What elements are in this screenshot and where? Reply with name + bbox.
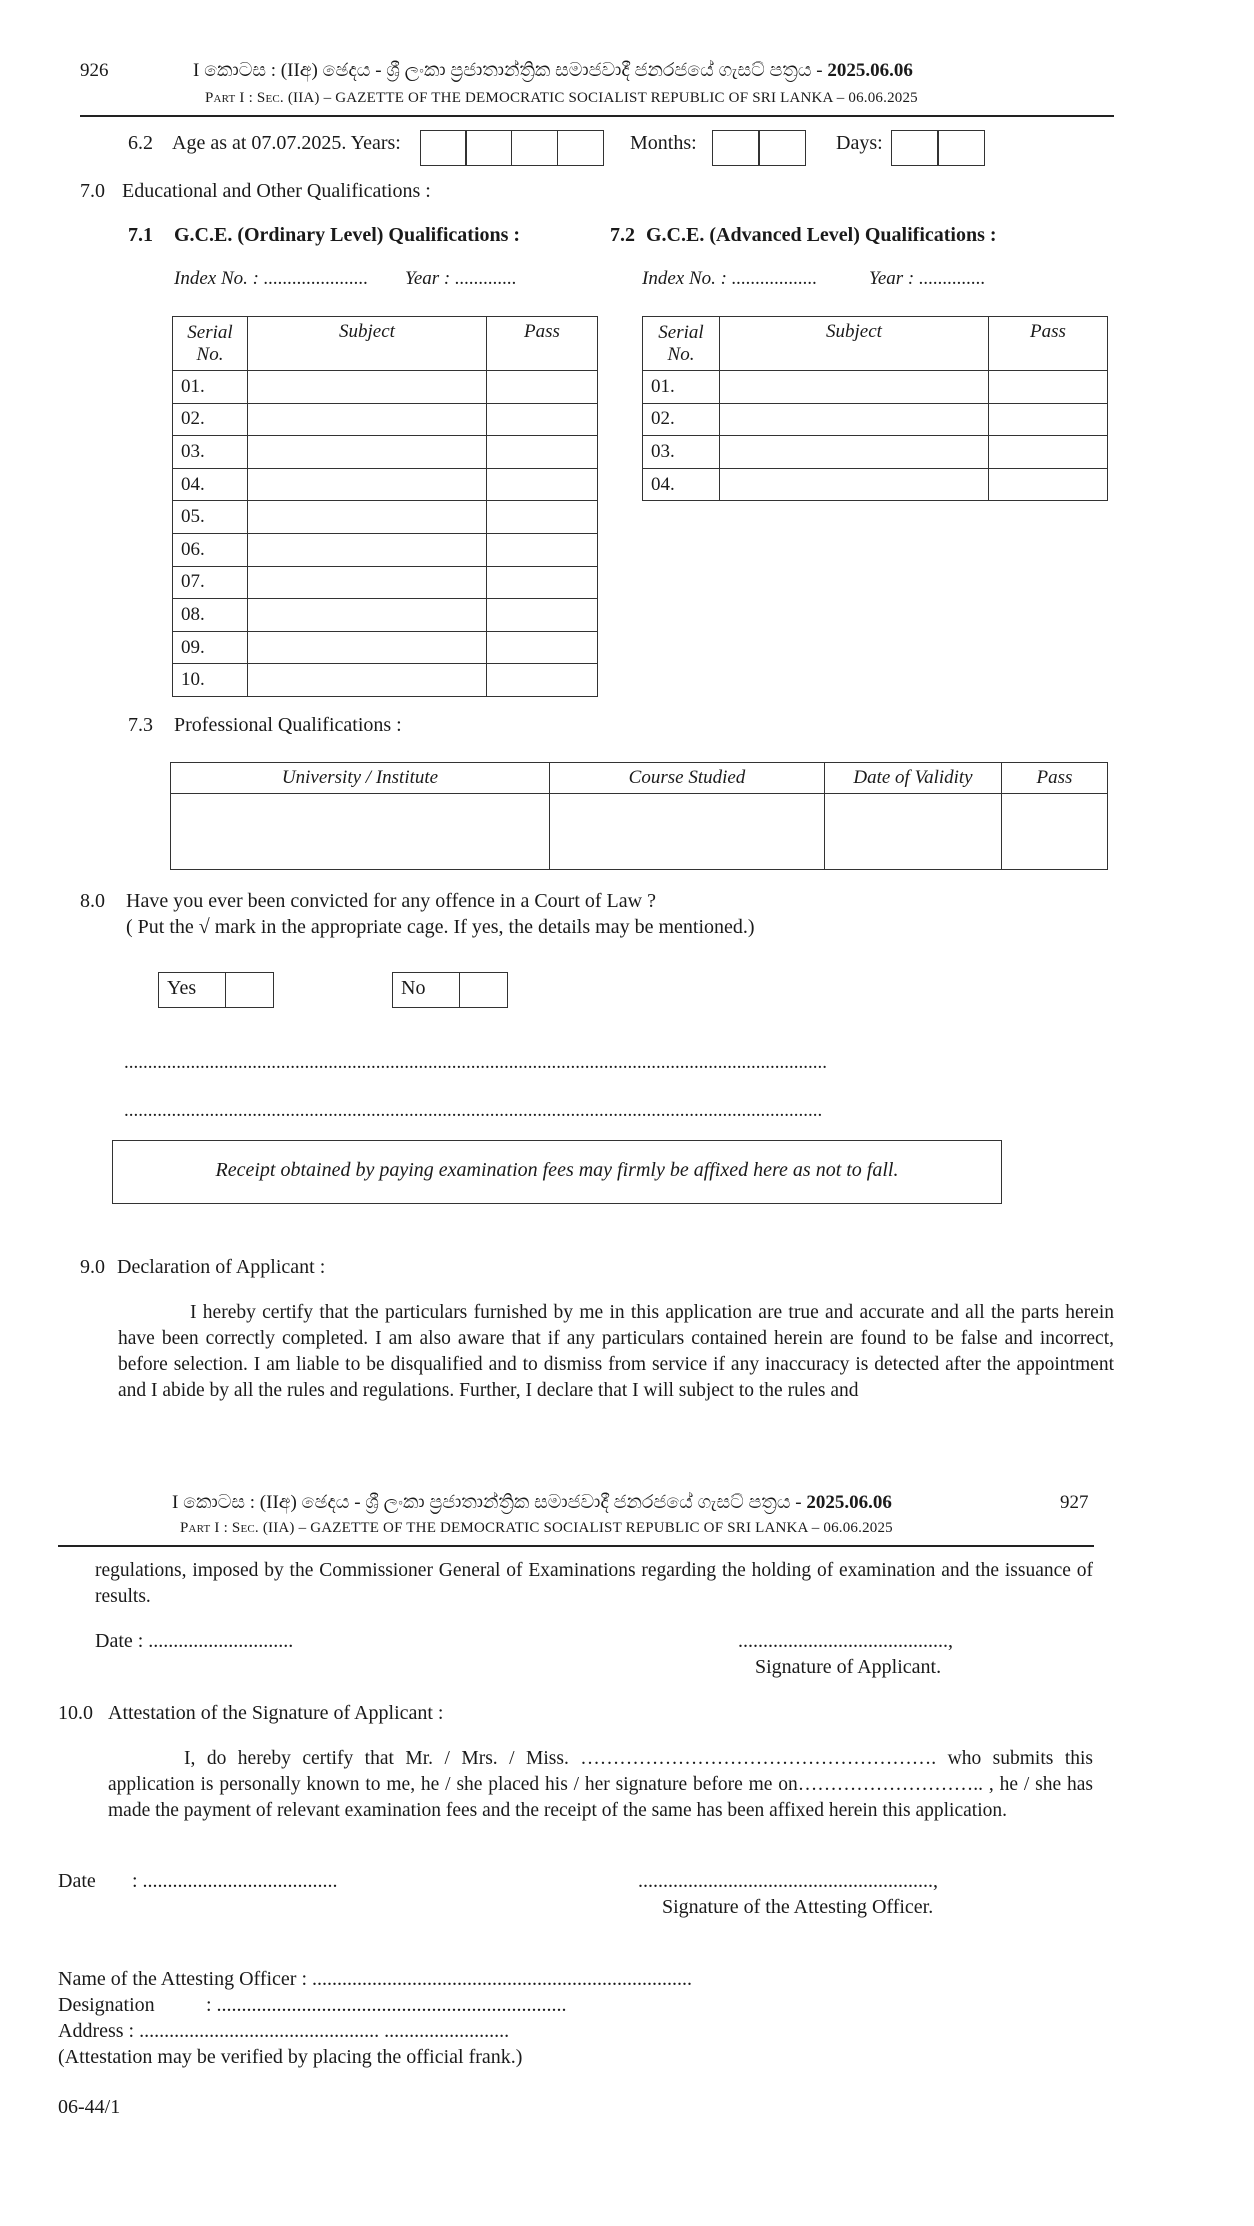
al-header-serial: Serial No. bbox=[643, 317, 720, 371]
prof-validity-cell[interactable] bbox=[825, 794, 1002, 870]
no-option[interactable] bbox=[392, 972, 508, 1008]
age-number: 6.2 bbox=[128, 132, 153, 154]
year-digit-box[interactable] bbox=[420, 130, 467, 166]
days-boxes[interactable] bbox=[892, 130, 985, 166]
page-number-2: 927 bbox=[1060, 1492, 1089, 1513]
attestation-date-line[interactable]: : ....................................... bbox=[132, 1870, 338, 1892]
ol-serial: 03. bbox=[173, 436, 248, 469]
ol-pass-cell[interactable] bbox=[487, 533, 598, 566]
month-digit-box[interactable] bbox=[712, 130, 760, 166]
al-pass-cell[interactable] bbox=[989, 468, 1108, 501]
ol-serial: 02. bbox=[173, 403, 248, 436]
details-line-2[interactable]: ................................................................................................................................................... bbox=[124, 1100, 823, 1121]
ol-serial: 05. bbox=[173, 501, 248, 534]
al-subject-cell[interactable] bbox=[720, 403, 989, 436]
applicant-signature-label: Signature of Applicant. bbox=[755, 1656, 942, 1678]
months-boxes[interactable] bbox=[713, 130, 806, 166]
subheader-part-2: Part I : bbox=[180, 1520, 228, 1536]
designation-label: Designation bbox=[58, 1994, 155, 2016]
declaration-date-line[interactable]: Date : ............................. bbox=[95, 1630, 294, 1652]
day-digit-box[interactable] bbox=[937, 130, 985, 166]
header-date-2: 2025.06.06 bbox=[806, 1492, 892, 1513]
al-results-table bbox=[642, 316, 1108, 501]
header-sinhala-2: I කොටස : (IIඅ) ඡෙදය - ශ්‍රී ලංකා ප්‍රජාතාන්ත්‍රික සමාජවාදී ජනරජයේ ගැසට් පත්‍රය - bbox=[172, 1492, 807, 1513]
receipt-box bbox=[112, 1140, 1002, 1204]
gazette-header-2 bbox=[172, 1492, 892, 1514]
ol-header-serial: Serial No. bbox=[173, 317, 248, 371]
month-digit-box[interactable] bbox=[758, 130, 806, 166]
al-index-line[interactable]: Index No. : .................. bbox=[642, 268, 818, 289]
prof-header-course: Course Studied bbox=[550, 763, 825, 794]
yes-option[interactable] bbox=[158, 972, 274, 1008]
section-9-number: 9.0 bbox=[80, 1256, 105, 1278]
ol-number: 7.1 bbox=[128, 224, 153, 246]
section-8-number: 8.0 bbox=[80, 890, 105, 912]
receipt-note: Receipt obtained by paying examination fees may firmly be affixed here as not to fall. bbox=[215, 1159, 899, 1181]
prof-header-validity: Date of Validity bbox=[825, 763, 1002, 794]
al-serial: 02. bbox=[643, 403, 720, 436]
ol-pass-cell[interactable] bbox=[487, 371, 598, 404]
subheader-rest-2: (IIA) – GAZETTE OF THE DEMOCRATIC SOCIALIST REPUBLIC OF SRI LANKA – 06.06.2025 bbox=[262, 1520, 893, 1536]
al-pass-cell[interactable] bbox=[989, 436, 1108, 469]
ol-serial: 10. bbox=[173, 664, 248, 697]
section-10-number: 10.0 bbox=[58, 1702, 93, 1724]
ol-pass-cell[interactable] bbox=[487, 403, 598, 436]
year-digit-box[interactable] bbox=[465, 130, 512, 166]
prof-course-cell[interactable] bbox=[550, 794, 825, 870]
ol-subject-cell[interactable] bbox=[248, 371, 487, 404]
header-rule bbox=[80, 115, 1114, 117]
attestation-text: I, do hereby certify that Mr. / Mrs. / Miss. ………………………………………………. who submits this application is personally known to me, he / she placed his / her signature before me on……………………….. , he / she has made the payment of relevant examination fees and the receipt of the same has been affixed herein this application. bbox=[108, 1748, 1093, 1821]
prof-institute-cell[interactable] bbox=[171, 794, 550, 870]
al-year-line[interactable]: Year : .............. bbox=[869, 268, 986, 289]
professional-table bbox=[170, 762, 1108, 870]
ol-subject-cell[interactable] bbox=[248, 566, 487, 599]
al-title: G.C.E. (Advanced Level) Qualifications : bbox=[646, 224, 997, 246]
al-pass-cell[interactable] bbox=[989, 403, 1108, 436]
section-7-number: 7.0 bbox=[80, 180, 105, 202]
gazette-subheader-2 bbox=[180, 1520, 893, 1537]
ol-pass-cell[interactable] bbox=[487, 631, 598, 664]
prof-pass-cell[interactable] bbox=[1002, 794, 1108, 870]
officer-signature-label: Signature of the Attesting Officer. bbox=[662, 1896, 934, 1918]
gazette-header bbox=[193, 60, 913, 82]
ol-pass-cell[interactable] bbox=[487, 468, 598, 501]
ol-subject-cell[interactable] bbox=[248, 631, 487, 664]
ol-serial: 08. bbox=[173, 599, 248, 632]
declaration-text-page1: I hereby certify that the particulars furnished by me in this application are true and accurate and all the parts herein have been correctly completed. I am also aware that if any particulars contained herein are found to be false and incorrect, before selection. I am liable to be disqualified and to dismiss from service if any inaccuracy is detected after the appointment and I abide by all the rules and regulations. Further, I declare that I will subject to the rules and bbox=[118, 1302, 1114, 1401]
ol-header-subject: Subject bbox=[248, 317, 487, 371]
al-subject-cell[interactable] bbox=[720, 371, 989, 404]
conviction-instruction: ( Put the √ mark in the appropriate cage. If yes, the details may be mentioned.) bbox=[126, 916, 755, 938]
applicant-signature-line[interactable]: .........................................., bbox=[738, 1630, 953, 1652]
al-pass-cell[interactable] bbox=[989, 371, 1108, 404]
ol-index-line[interactable]: Index No. : ...................... bbox=[174, 268, 369, 289]
header-date: 2025.06.06 bbox=[827, 60, 913, 81]
declaration-title: Declaration of Applicant : bbox=[117, 1256, 326, 1278]
age-label: Age as at 07.07.2025. Years: bbox=[172, 132, 401, 154]
al-serial: 03. bbox=[643, 436, 720, 469]
yes-label: Yes bbox=[167, 977, 197, 999]
conviction-question: Have you ever been convicted for any offence in a Court of Law ? bbox=[126, 890, 656, 912]
al-header-pass: Pass bbox=[989, 317, 1108, 371]
subheader-part: Part I : bbox=[205, 90, 253, 106]
al-number: 7.2 bbox=[610, 224, 635, 246]
ol-subject-cell[interactable] bbox=[248, 501, 487, 534]
ol-pass-cell[interactable] bbox=[487, 599, 598, 632]
ol-subject-cell[interactable] bbox=[248, 468, 487, 501]
prof-header-institute: University / Institute bbox=[171, 763, 550, 794]
prof-title: Professional Qualifications : bbox=[174, 714, 402, 736]
al-serial: 04. bbox=[643, 468, 720, 501]
attestation-title: Attestation of the Signature of Applicant : bbox=[108, 1702, 444, 1724]
ol-subject-cell[interactable] bbox=[248, 599, 487, 632]
al-subject-cell[interactable] bbox=[720, 436, 989, 469]
details-line-1[interactable]: .................................................................................................................................................... bbox=[124, 1052, 827, 1073]
al-serial: 01. bbox=[643, 371, 720, 404]
gazette-subheader bbox=[205, 90, 918, 107]
al-subject-cell[interactable] bbox=[720, 468, 989, 501]
ol-pass-cell[interactable] bbox=[487, 664, 598, 697]
years-boxes[interactable] bbox=[421, 130, 604, 166]
yes-checkbox[interactable] bbox=[226, 973, 273, 1007]
reference-number: 06-44/1 bbox=[58, 2096, 121, 2118]
header-sinhala: I කොටස : (IIඅ) ඡෙදය - ශ්‍රී ලංකා ප්‍රජාතාන්ත්‍රික සමාජවාදී ජනරජයේ ගැසට් පත්‍රය - bbox=[193, 60, 828, 81]
day-digit-box[interactable] bbox=[891, 130, 939, 166]
ol-year-line[interactable]: Year : ............. bbox=[405, 268, 517, 289]
ol-serial: 07. bbox=[173, 566, 248, 599]
year-digit-box[interactable] bbox=[511, 130, 558, 166]
prof-number: 7.3 bbox=[128, 714, 153, 736]
no-checkbox[interactable] bbox=[460, 973, 507, 1007]
ol-pass-cell[interactable] bbox=[487, 436, 598, 469]
subheader-rest: (IIA) – GAZETTE OF THE DEMOCRATIC SOCIALIST REPUBLIC OF SRI LANKA – 06.06.2025 bbox=[287, 90, 918, 106]
ol-subject-cell[interactable] bbox=[248, 436, 487, 469]
ol-title: G.C.E. (Ordinary Level) Qualifications : bbox=[174, 224, 521, 246]
days-label: Days: bbox=[836, 132, 883, 154]
ol-pass-cell[interactable] bbox=[487, 501, 598, 534]
no-label: No bbox=[401, 977, 426, 999]
ol-serial: 04. bbox=[173, 468, 248, 501]
officer-name-line[interactable]: Name of the Attesting Officer : ............................................................................ bbox=[58, 1968, 693, 1990]
ol-pass-cell[interactable] bbox=[487, 566, 598, 599]
ol-subject-cell[interactable] bbox=[248, 664, 487, 697]
prof-header-pass: Pass bbox=[1002, 763, 1108, 794]
ol-subject-cell[interactable] bbox=[248, 533, 487, 566]
al-header-subject: Subject bbox=[720, 317, 989, 371]
year-digit-box[interactable] bbox=[557, 130, 604, 166]
ol-serial: 09. bbox=[173, 631, 248, 664]
attestation-note: (Attestation may be verified by placing the official frank.) bbox=[58, 2046, 523, 2068]
subheader-sec-2: Sec. bbox=[231, 1520, 259, 1536]
ol-results-table bbox=[172, 316, 598, 697]
months-label: Months: bbox=[630, 132, 697, 154]
address-line[interactable]: Address : ................................................ ......................... bbox=[58, 2020, 510, 2042]
header-rule-2 bbox=[58, 1545, 1094, 1547]
section-7-title: Educational and Other Qualifications : bbox=[122, 180, 431, 202]
officer-signature-line[interactable]: ..........................................................., bbox=[638, 1870, 938, 1892]
ol-serial: 01. bbox=[173, 371, 248, 404]
subheader-sec: Sec. bbox=[256, 90, 284, 106]
ol-header-pass: Pass bbox=[487, 317, 598, 371]
designation-line[interactable]: : ...................................................................... bbox=[206, 1994, 567, 2016]
declaration-text-page2: regulations, imposed by the Commissioner General of Examinations regarding the holding of examination and the issuance of results. bbox=[95, 1560, 1093, 1607]
attestation-date-label: Date bbox=[58, 1870, 96, 1892]
ol-subject-cell[interactable] bbox=[248, 403, 487, 436]
ol-serial: 06. bbox=[173, 533, 248, 566]
page-number: 926 bbox=[80, 60, 109, 81]
